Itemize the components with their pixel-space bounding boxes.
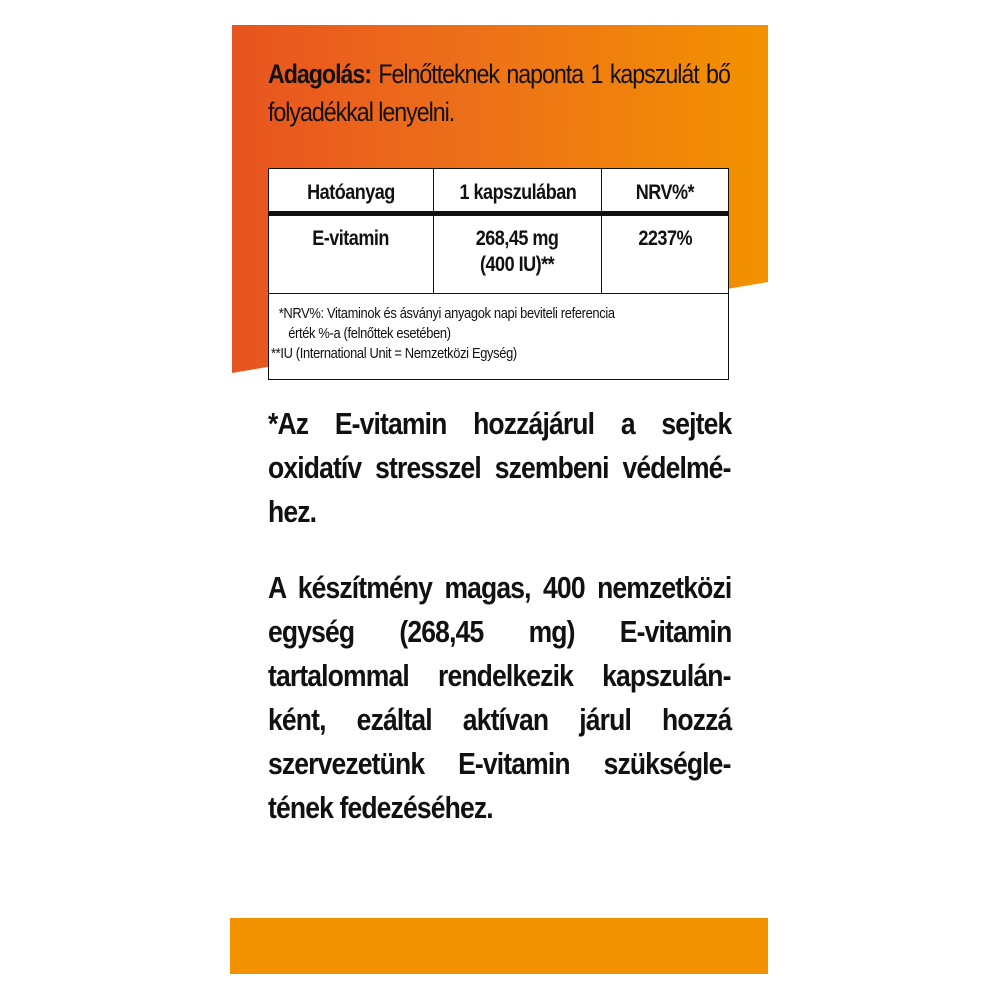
dosage-label: Adagolás:	[268, 59, 371, 89]
table-header-row	[269, 169, 728, 216]
dosage-instructions	[268, 55, 730, 131]
header-ingredient: Hatóanyag	[269, 169, 434, 211]
header-per-capsule: 1 kapszulában	[434, 169, 602, 211]
dosage-text: Felnőtteknek naponta 1 kapszulát bő folyadékkal lenyelni.	[268, 59, 730, 127]
bottom-orange-bar	[230, 918, 768, 974]
cell-ingredient: E-vitamin	[269, 216, 434, 293]
cell-amount	[434, 216, 602, 293]
header-nrv: NRV%*	[635, 181, 695, 204]
health-claim-text: *Az E-vitamin hozzájárul a sejtek oxidatív stresszel szembeni védelméhez.	[268, 406, 732, 529]
product-description-text: A készítmény magas, 400 nemzetközi egység (268,45 mg) E-vitamin tartalommal rendelkezik kapszulánként, ezáltal aktívan járul hozzá szervezetünk E-vitamin szükségletének fedezéséhez.	[268, 570, 732, 825]
table-footnotes	[269, 294, 728, 364]
footnote-nrv: *NRV%: Vitaminok és ásványi anyagok napi beviteli referencia	[278, 305, 615, 322]
table-row	[269, 216, 728, 294]
footnote-nrv-continued: érték %-a (felnőttek esetében)	[288, 325, 451, 342]
nutrition-table	[268, 168, 729, 380]
amount-iu: (400 IU)**	[480, 253, 555, 276]
footnote-iu: **IU (International Unit = Nemzetközi Egység)	[271, 345, 517, 362]
amount-mg: 268,45 mg	[476, 227, 559, 250]
cell-nrv: 2237%	[638, 227, 692, 250]
